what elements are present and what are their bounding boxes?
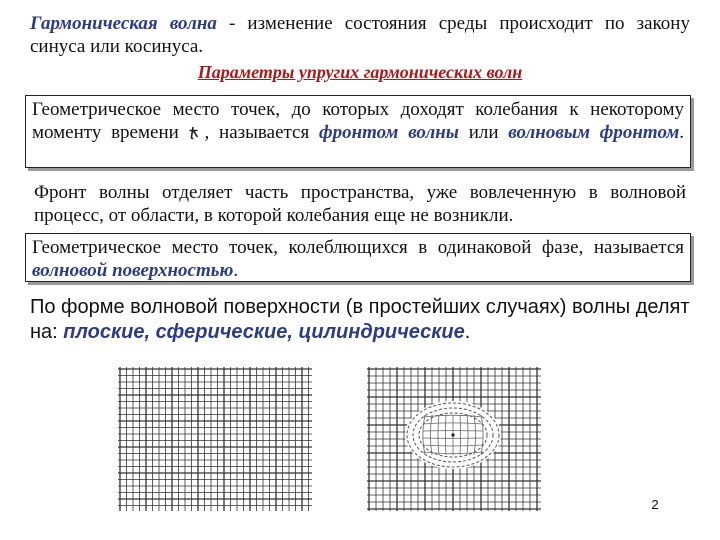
wave-types-list: плоские, сферические, цилиндрические [63,321,465,343]
page-number: 2 [651,497,659,512]
box1-text-b: , называется [204,122,319,143]
spherical-wave-grid [367,367,541,511]
wavefront-paragraph: Фронт волны отделяет часть пространства, уже вовлеченную в волновой процесс, от области, в которой колебания еще не возникли. [34,182,686,226]
section-subtitle: Параметры упругих гармонических волн [197,62,523,82]
box3-text-b: . [233,260,239,281]
wave-surface-definition-box [25,233,691,282]
intro-term: Гармоническая волна [30,13,217,34]
plane-wave-grid [118,367,312,511]
wave-types-paragraph [30,295,695,345]
term-wave-front: фронтом волны [318,122,459,143]
box3-text-a: Геометрическое место точек, колеблющихся в одинаковой фазе, называется [32,237,684,258]
intro-text: - изменение состояния среды происходит по закону синуса или косинуса. [30,13,690,57]
spherical-wavefront [405,401,501,469]
term-wave-surface: волновой поверхностью [32,260,234,281]
p4-text-b: . [464,321,471,343]
wave-source-point [451,433,454,436]
p4-text-a: По форме волновой поверхности (в простейших случаях) волны делят на: [30,296,690,343]
box1-text-c: или [458,122,509,143]
box1-text-a: Геометрическое место точек, до которых доходят колебания к некоторому моменту времени [32,99,684,143]
intro-paragraph [30,12,690,58]
plane-grid-lines [118,367,312,511]
box1-text-d: . [679,122,684,143]
time-symbol-t [189,121,205,144]
wavefront-definition-box [25,95,691,168]
term-wave-front-alt: волновым фронтом [508,122,680,143]
